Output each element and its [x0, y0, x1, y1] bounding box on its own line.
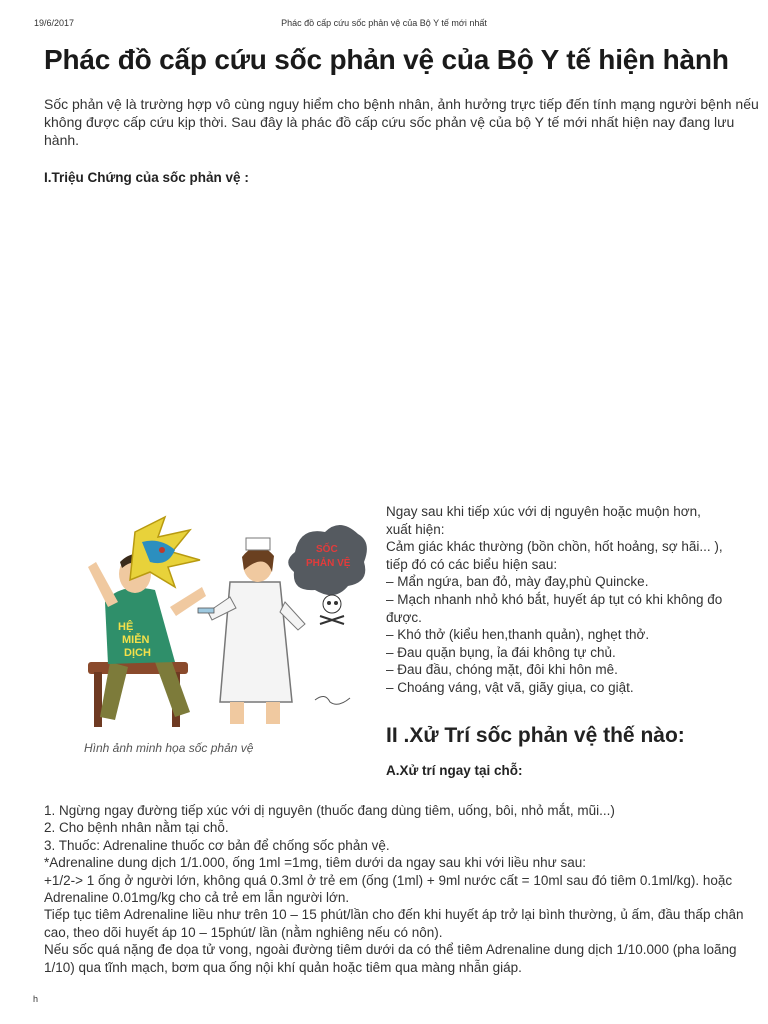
symptom-line: – Đau đầu, chóng mặt, đôi khi hôn mê.	[386, 662, 618, 678]
treatment-step: Tiếp tục tiêm Adrenaline liều như trên 10 – 15 phút/lần cho đến khi huyết áp trở lại bình thường, ủ ấm, đầu thấp chân cao, theo dõi huyết áp 10 – 15phút/ lần (nằm nghiêng nếu có nôn).	[44, 907, 744, 940]
symptoms-list	[386, 503, 768, 697]
cloud-text-line-1: SỐC	[316, 544, 338, 555]
symptom-line: xuất hiện:	[386, 521, 445, 537]
treatment-step: *Adrenaline dung dịch 1/1.000, ống 1ml =1mg, tiêm dưới da ngay sau khi với liều như sau:	[44, 855, 586, 871]
treatment-step: 2. Cho bệnh nhân nằm tại chỗ.	[44, 820, 229, 836]
subsection-heading-immediate: A.Xử trí ngay tại chỗ:	[386, 763, 523, 778]
section-heading-treatment: II .Xử Trí sốc phản vệ thế nào:	[386, 724, 685, 747]
intro-paragraph: Sốc phản vệ là trường hợp vô cùng nguy hiểm cho bệnh nhân, ảnh hưởng trực tiếp đến tính mạng người bệnh nếu không được cấp cứu kịp thời. Sau đây là phác đồ cấp cứu sốc phản vệ của bộ Y tế mới nhất hiện nay đang lưu hành.	[44, 96, 759, 148]
treatment-step: Nếu sốc quá nặng đe dọa tử vong, ngoài đường tiêm dưới da có thể tiêm Adrenaline dung dịch 1/10.000 (pha loãng 1/10) qua tĩnh mạch, bơm qua ống nội khí quản hoặc tiêm qua màng nhẫn giáp.	[44, 942, 737, 975]
section-heading-symptoms: I.Triệu Chứng của sốc phản vệ :	[44, 170, 249, 185]
shirt-text-line-1: HỆ	[118, 621, 134, 633]
print-header-title: Phác đồ cấp cứu sốc phản vệ của Bộ Y tế mới nhất	[281, 18, 487, 28]
symptom-line: – Mẩn ngứa, ban đỏ, mày đay,phù Quincke.	[386, 574, 649, 590]
treatment-steps	[44, 802, 766, 976]
illustration-caption: Hình ảnh minh họa sốc phản vệ	[84, 741, 254, 755]
treatment-step: 1. Ngừng ngay đường tiếp xúc với dị nguyên (thuốc đang dùng tiêm, uống, bôi, nhỏ mắt, mũi...)	[44, 803, 615, 818]
print-date: 19/6/2017	[34, 18, 75, 28]
symptom-line: – Mạch nhanh nhỏ khó bắt, huyết áp tụt có khi không đo	[386, 591, 723, 607]
symptom-line: Ngay sau khi tiếp xúc với dị nguyên hoặc muộn hơn,	[386, 504, 701, 519]
symptom-line: – Khó thở (kiểu hen,thanh quản), nghẹt thở.	[386, 627, 650, 643]
symptom-line: tiếp đó có các biểu hiện sau:	[386, 556, 558, 572]
symptom-line: được.	[386, 609, 422, 625]
shirt-text-line-3: DỊCH	[124, 647, 151, 659]
treatment-step: +1/2-> 1 ống ở người lớn, không quá 0.3ml ở trẻ em (ống (1ml) + 9ml nước cất = 10ml sau đó tiêm 0.1ml/kg). hoặc Adrenaline 0.01mg/kg cho cả trẻ em lẫn người lớn.	[44, 872, 733, 906]
symptom-line: Cảm giác khác thường (bồn chồn, hốt hoảng, sợ hãi... ),	[386, 539, 723, 555]
page-title: Phác đồ cấp cứu sốc phản vệ của Bộ Y tế hiện hành	[44, 44, 729, 75]
anaphylaxis-illustration	[80, 512, 370, 730]
cloud-text-line-2: PHẢN VỆ	[306, 558, 351, 569]
shirt-text-line-2: MIỄN	[122, 634, 150, 646]
treatment-step: 3. Thuốc: Adrenaline thuốc cơ bản để chống sốc phản vệ.	[44, 837, 390, 853]
symptom-line: – Choáng váng, vật vã, giãy giụa, co giật.	[386, 679, 634, 695]
symptom-line: – Đau quặn bụng, ỉa đái không tự chủ.	[386, 644, 616, 660]
footer-url-fragment: h	[33, 994, 39, 1004]
